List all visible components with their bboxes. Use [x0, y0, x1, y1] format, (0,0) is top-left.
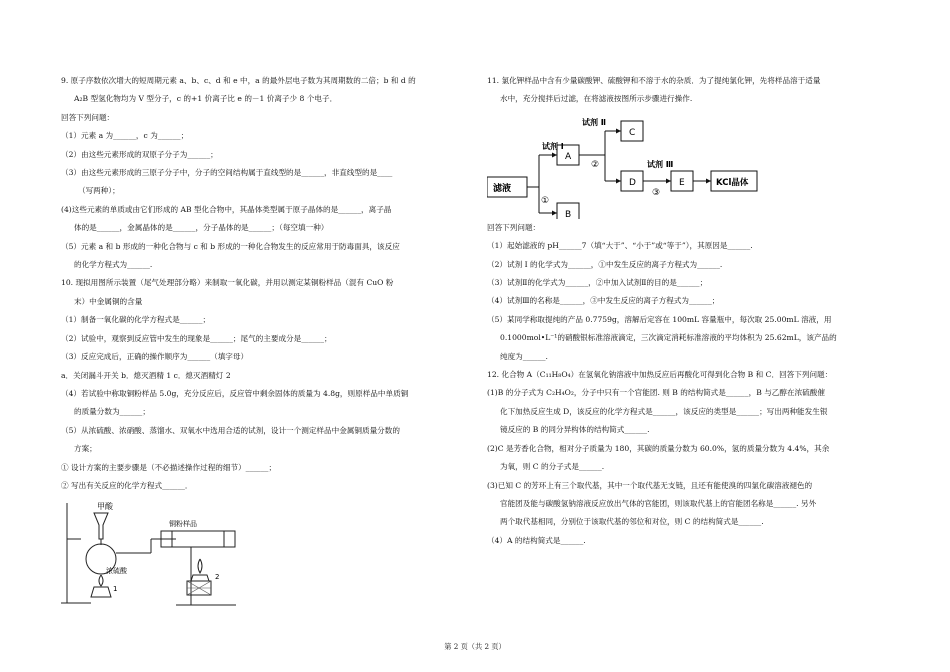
- flow-box-d: D: [629, 177, 636, 188]
- text-line: （3）反应完成后，正确的操作顺序为______（填字母）: [61, 352, 249, 362]
- text-line: ① 设计方案的主要步骤是（不必描述操作过程的细节）______；: [61, 462, 277, 472]
- label-copper-sample: 铜粉样品: [169, 520, 197, 529]
- text-line: 的化学方程式为______.: [74, 260, 153, 270]
- text-line: （2）试剂 I 的化学式为______，①中发生反应的离子方程式为______.: [487, 259, 723, 269]
- text-line: 9. 原子序数依次增大的短周期元素 a、b、c、d 和 e 中，a 的最外层电子数为其周期数的二倍；b 和 d 的: [61, 76, 416, 85]
- text-line: 官能团及能与碳酸氢钠溶液反应放出气体的官能团，则该取代基上的官能团名称是______. 另外: [500, 498, 817, 508]
- apparatus-drawing: [61, 495, 251, 613]
- text-line: （1）制备一氧化碳的化学方程式是______；: [61, 315, 211, 325]
- text-line: (2)C 是芳香化合物，相对分子质量为 180，其碳的质量分数为 60.0%，氢的质量分数为 4.4%，其余: [487, 443, 830, 453]
- left-column: [61, 72, 476, 613]
- text-line: (3)已知 C 的芳环上有三个取代基，其中一个取代基无支链，且还有能使溴的四氯化碳溶液褪色的: [487, 480, 813, 490]
- text-line: （4）A 的结构简式是______.: [487, 535, 586, 545]
- text-line: 化下加热反应生成 D，该反应的化学方程式是______，该反应的类型是______；写出两种能发生银: [500, 406, 828, 416]
- flow-reagent-3: 试剂 Ⅲ: [647, 159, 674, 169]
- flow-reagent-2: 试剂 Ⅱ: [582, 117, 607, 127]
- label-burner-1: 1: [113, 585, 118, 594]
- label-conc-sulfuric: 浓硫酸: [106, 567, 127, 576]
- text-line: （2）试验中，观察到反应管中发生的现象是______；尾气的主要成分是______；: [61, 333, 332, 343]
- flow-box-e: E: [679, 177, 685, 188]
- text-line: 末）中金属铜的含量: [74, 296, 143, 306]
- text-line: 体的是______，金属晶体的是______，分子晶体的是______；（每空填一种）: [74, 223, 329, 233]
- right-column: [487, 72, 892, 550]
- text-line: 镜反应的 B 的同分异构体的结构简式______.: [500, 425, 650, 435]
- flow-drawing: [487, 109, 787, 219]
- text-line: 方案；: [74, 444, 97, 454]
- text-line: (1)B 的分子式为 C₂H₄O₂，分子中只有一个官能团. 则 B 的结构简式是______，B 与乙醇在浓硫酸催: [487, 388, 825, 398]
- text-line: （4）若试验中称取铜粉样品 5.0g，充分反应后，反应管中剩余固体的质量为 4.8g，则原样品中单质铜: [61, 388, 409, 398]
- flow-box-a: A: [565, 151, 572, 162]
- text-line: 的质量分数为______；: [74, 407, 150, 417]
- label-formic-acid: 甲酸: [97, 502, 113, 512]
- text-line: 12. 化合物 A（C₁₁H₈O₄）在氢氧化钠溶液中加热反应后再酸化可得到化合物 B 和 C．回答下列问题：: [487, 370, 833, 380]
- text-line: 10. 现拟用图所示装置（尾气处理部分略）来制取一氧化碳，并用以测定某铜粉样品（混有 CuO 粉: [61, 278, 394, 288]
- text-line: ② 写出有关反应的化学方程式______．: [61, 480, 193, 490]
- text-line: （1）起始滤液的 pH______7（填“大于”、“小于”或“等于”），其原因是______.: [487, 241, 753, 251]
- text-line: 回答下列问题：: [487, 222, 541, 232]
- text-line: 为氧，则 C 的分子式是______.: [500, 462, 605, 472]
- apparatus-figure: [61, 495, 476, 613]
- flow-reagent-1: 试剂 Ⅰ: [542, 141, 564, 151]
- text-line: 纯度为______.: [500, 351, 548, 361]
- text-line: （写两种）；: [78, 186, 120, 196]
- label-burner-2: 2: [215, 573, 220, 582]
- right-question-lines: [487, 219, 892, 550]
- text-line: （1）元素 a 为______，c 为______；: [61, 131, 189, 141]
- text-line: 0.1000mol•L⁻¹的硝酸银标准溶液滴定，三次滴定消耗标准溶液的平均体积为 25.62mL，该产品的: [500, 333, 837, 343]
- flow-step-3: ③: [652, 187, 661, 198]
- left-question-lines: [61, 72, 476, 495]
- flow-kcl-crystal: KCl晶体: [716, 177, 749, 188]
- text-line: 两个取代基相同，分别位于该取代基的邻位和对位，则 C 的结构简式是______.: [500, 517, 764, 527]
- q11-intro: [487, 72, 892, 109]
- flow-box-c: C: [629, 127, 636, 138]
- text-line: （5）某同学称取提纯的产品 0.7759g，溶解后定容在 100mL 容量瓶中，每次取 25.00mL 溶液，用: [487, 314, 832, 324]
- flow-filtrate: 滤液: [493, 183, 512, 194]
- text-line: 水中，充分搅拌后过滤，在将滤液按图所示步骤进行操作.: [500, 94, 693, 104]
- text-line: （3）试剂Ⅱ的化学式为______，②中加入试剂Ⅱ的目的是______；: [487, 278, 708, 288]
- flow-step-2: ②: [591, 159, 600, 170]
- text-line: （5）元素 a 和 b 形成的一种化合物与 c 和 b 形成的一种化合物发生的反应常用于防毒面具，该反应: [61, 241, 400, 251]
- text-line: 回答下列问题：: [61, 112, 115, 122]
- text-line: （3）由这些元素形成的三原子分子中，分子的空间结构属于直线型的是______，非直线型的是____: [61, 168, 393, 178]
- text-line: （2）由这些元素形成的双原子分子为______；: [61, 149, 218, 159]
- flow-step-1: ①: [541, 195, 550, 206]
- text-line: 11. 氯化钾样品中含有少量碳酸钾、硫酸钾和不溶于水的杂质．为了提纯氯化钾，先将样品溶于适量: [487, 76, 821, 85]
- text-line: （5）从浓硫酸、浓硝酸、蒸馏水、双氧水中选用合适的试剂，设计一个测定样品中金属铜质量分数的: [61, 425, 400, 435]
- flow-box-b: B: [565, 209, 572, 219]
- text-line: （4）试剂Ⅲ的名称是______，③中发生反应的离子方程式为______；: [487, 296, 720, 306]
- page-footer: 第 2 页（共 2 页）: [444, 642, 506, 651]
- flow-diagram: [487, 109, 892, 219]
- text-line: a．关闭漏斗开关 b．熄灭酒精 1 c．熄灭酒精灯 2: [61, 370, 231, 380]
- text-line: (4)这些元素的单质或由它们形成的 AB 型化合物中，其晶体类型属于原子晶体的是______，离子晶: [61, 204, 392, 214]
- text-line: A₂B 型氢化物均为 V 型分子，c 的+1 价离子比 e 的－1 价离子少 8 个电子．: [74, 94, 338, 104]
